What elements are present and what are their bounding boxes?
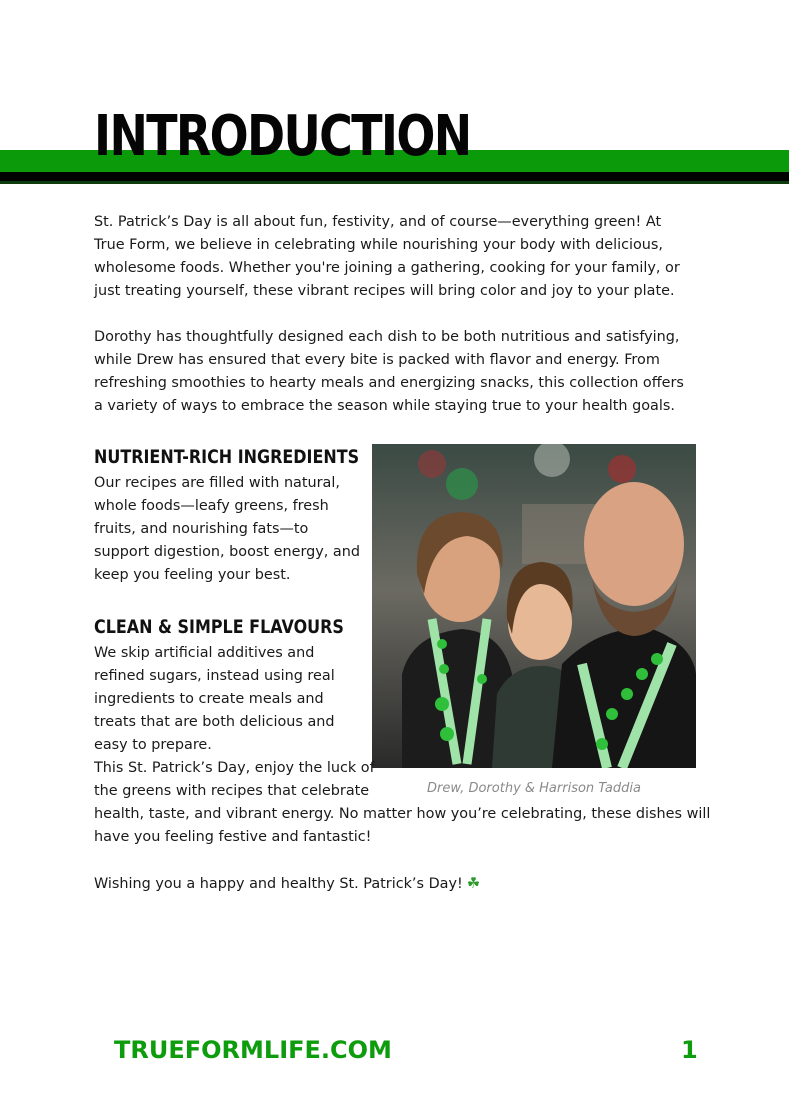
section-body-flavours: We skip artificial additives and refined sugars, instead using real ingredients to create meals and treats that are both delicious and easy to prepare. bbox=[94, 645, 335, 753]
wish-text: Wishing you a happy and healthy St. Patrick’s Day! bbox=[94, 876, 463, 892]
intro-paragraph-1: St. Patrick’s Day is all about fun, festivity, and of course—everything green! At True Form, we believe in celebrating while nourishing your body with delicious, wholesome foods. Whether you're joining a gathering, cooking for your family, or just treating yourself, these vibrant recipes will bring color and joy to your plate. bbox=[94, 214, 680, 299]
page-number: 1 bbox=[681, 1036, 698, 1064]
wish-line bbox=[94, 872, 480, 896]
section-body-nutrient: Our recipes are filled with natural, whole foods—leafy greens, fresh fruits, and nourishing fats—to support digestion, boost energy, and keep you feeling your best. bbox=[94, 475, 360, 583]
closing-paragraph-end: health, taste, and vibrant energy. No matter how you’re celebrating, these dishes will have you feeling festive and fantastic! bbox=[94, 806, 711, 845]
page-title: INTRODUCTION bbox=[94, 104, 471, 169]
family-photo bbox=[372, 444, 696, 768]
header-dark-stripe bbox=[0, 181, 789, 184]
footer-website-link[interactable]: TRUEFORMLIFE.COM bbox=[114, 1036, 392, 1064]
family-photo-illustration bbox=[372, 444, 696, 768]
photo-caption: Drew, Dorothy & Harrison Taddia bbox=[427, 781, 641, 796]
section-heading-flavours: CLEAN & SIMPLE FLAVOURS bbox=[94, 616, 344, 638]
intro-paragraph-2: Dorothy has thoughtfully designed each dish to be both nutritious and satisfying, while Drew has ensured that every bite is packed with flavor and energy. From refreshing smoothies to hearty meals and energizing snacks, this collection offers a variety of ways to embrace the season while staying true to your health goals. bbox=[94, 329, 684, 414]
shamrock-icon: ☘ bbox=[466, 874, 481, 892]
section-heading-nutrient: NUTRIENT-RICH INGREDIENTS bbox=[94, 446, 360, 468]
closing-paragraph-start: This St. Patrick’s Day, enjoy the luck of the greens with recipes that celebrate bbox=[94, 760, 375, 799]
